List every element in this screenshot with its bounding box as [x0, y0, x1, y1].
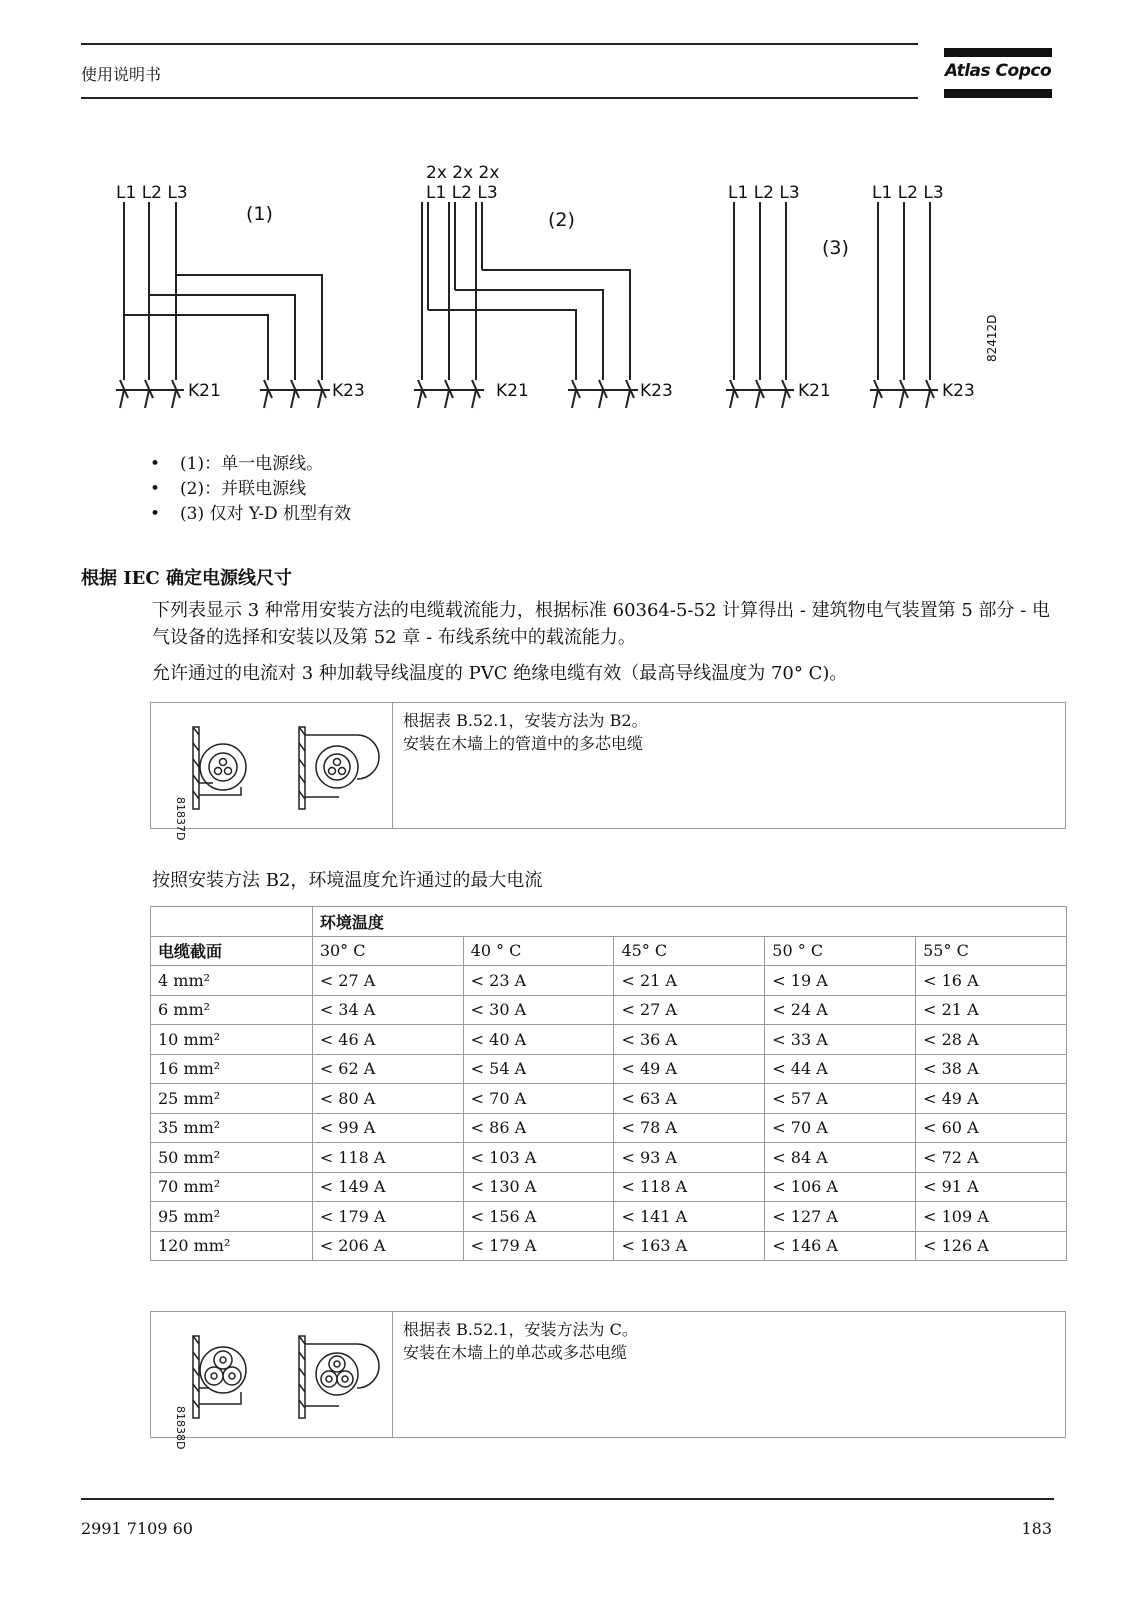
col-header-temp: 30° C	[312, 936, 463, 966]
c-line-2: 安装在木墙上的单芯或多芯电缆	[403, 1343, 628, 1362]
d2-k23: K23	[640, 381, 673, 401]
d3-label: (3)	[822, 237, 849, 259]
b2-line-1: 根据表 B.52.1，安装方法为 B2。	[403, 711, 648, 730]
paragraph-2: 允许通过的电流对 3 种加载导线温度的 PVC 绝缘电缆有效（最高导线温度为 70° C)。	[152, 663, 848, 684]
d1-phases: L1 L2 L3	[116, 183, 188, 203]
header-top-rule	[81, 43, 918, 45]
c-line-1: 根据表 B.52.1，安装方法为 C。	[403, 1320, 638, 1339]
bullet-list	[150, 452, 351, 527]
table-row: 35 mm² < 99 A < 86 A < 78 A < 70 A < 60 A	[151, 1113, 1067, 1143]
d3-phases-a: L1 L2 L3	[728, 183, 800, 203]
page-number: 183	[1021, 1519, 1052, 1538]
d2-phases: L1 L2 L3	[426, 183, 498, 203]
atlas-copco-logo	[944, 48, 1052, 100]
table-row: 50 mm² < 118 A < 103 A < 93 A < 84 A < 72 A	[151, 1143, 1067, 1173]
table-row: 95 mm² < 179 A < 156 A < 141 A < 127 A < 109 A	[151, 1202, 1067, 1232]
table-row: 70 mm² < 149 A < 130 A < 118 A < 106 A < 91 A	[151, 1172, 1067, 1202]
table-row: 25 mm² < 80 A < 70 A < 63 A < 57 A < 49 A	[151, 1084, 1067, 1114]
table-title: 按照安装方法 B2，环境温度允许通过的最大电流	[152, 870, 543, 891]
col-header-temp: 40 ° C	[463, 936, 614, 966]
d1-label: (1)	[246, 203, 273, 225]
d1-k23: K23	[332, 381, 365, 401]
col-header-section: 电缆截面	[151, 936, 313, 966]
d2-multiplier: 2x 2x 2x	[426, 163, 500, 183]
footer-rule	[81, 1498, 1054, 1500]
list-item: • (1)：单一电源线。	[150, 454, 324, 474]
b2-line-2: 安装在木墙上的管道中的多芯电缆	[403, 734, 644, 753]
wiring-diagram	[100, 150, 1020, 430]
list-item: • (2)：并联电源线	[150, 479, 307, 499]
col-header-temp: 45° C	[614, 936, 765, 966]
d3-phases-b: L1 L2 L3	[872, 183, 944, 203]
header-title: 使用说明书	[81, 65, 162, 84]
table-row	[151, 936, 1067, 966]
d2-label: (2)	[548, 209, 575, 231]
col-header-temp: 50 ° C	[765, 936, 916, 966]
table-row	[151, 907, 1067, 937]
section-title: 根据 IEC 确定电源线尺寸	[81, 568, 292, 589]
doc-number: 2991 7109 60	[81, 1519, 193, 1538]
d3-k21: K21	[798, 381, 831, 401]
table-row: 4 mm² < 27 A < 23 A < 21 A < 19 A < 16 A	[151, 966, 1067, 996]
c-installation-figure	[161, 1326, 381, 1450]
method-c-box	[150, 1311, 1066, 1450]
logo-text: Atlas Copco	[944, 61, 1052, 81]
d3-k23: K23	[942, 381, 975, 401]
d2-k21: K21	[496, 381, 529, 401]
method-b2-box	[150, 702, 1066, 841]
table-row: 6 mm² < 34 A < 30 A < 27 A < 24 A < 21 A	[151, 995, 1067, 1025]
table-row: 120 mm² < 206 A < 179 A < 163 A < 146 A < 126 A	[151, 1231, 1067, 1261]
table-row: 16 mm² < 62 A < 54 A < 49 A < 44 A < 38 A	[151, 1054, 1067, 1084]
col-header-temp: 55° C	[916, 936, 1067, 966]
table-row: 10 mm² < 46 A < 40 A < 36 A < 33 A < 28 A	[151, 1025, 1067, 1055]
header-bottom-rule	[81, 97, 918, 99]
b2-figure-code: 81837D	[174, 797, 187, 841]
b2-installation-figure	[161, 717, 381, 841]
c-figure-code: 81838D	[174, 1406, 187, 1450]
diagram-code: 82412D	[985, 314, 999, 362]
current-capacity-table	[150, 906, 1067, 1261]
group-header: 环境温度	[312, 907, 1066, 937]
list-item: • (3) 仅对 Y-D 机型有效	[150, 504, 352, 524]
paragraph-1: 下列表显示 3 种常用安装方法的电缆载流能力，根据标准 60364-5-52 计算得出 - 建筑物电气装置第 5 部分 - 电气设备的选择和安装以及第 52 章 - 布线系统中的载流能力。	[152, 600, 1051, 648]
d1-k21: K21	[188, 381, 221, 401]
